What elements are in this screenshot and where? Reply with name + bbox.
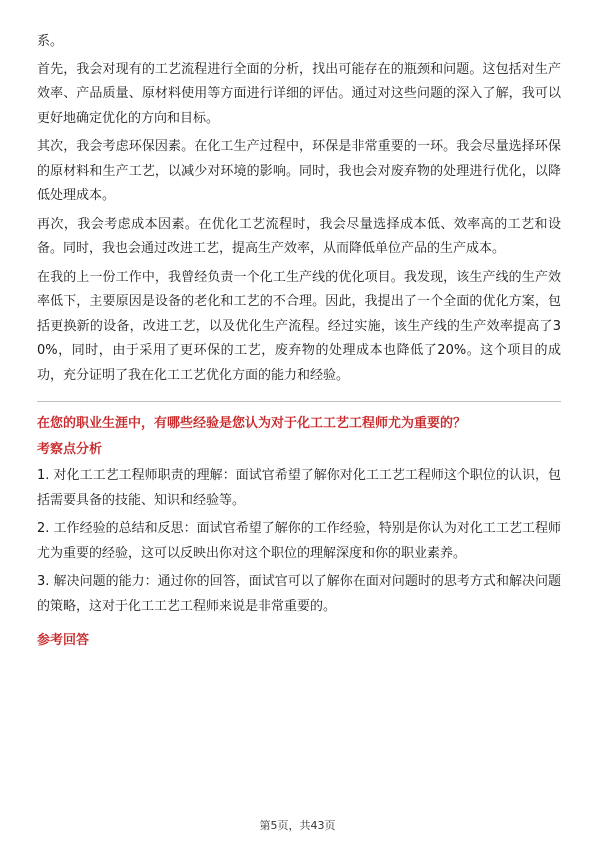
analysis-heading: 考察点分析 (37, 442, 103, 457)
body-paragraph: 首先，我会对现有的工艺流程进行全面的分析，找出可能存在的瓶颈和问题。这包括对生产效率、产品质量、原材料使用等方面进行详细的评估。通过对这些问题的深入了解，我可以更好地确定优化的方向和目标。 (37, 61, 561, 126)
answer-heading: 参考回答 (37, 633, 90, 648)
body-paragraph: 其次，我会考虑环保因素。在化工生产过程中，环保是非常重要的一环。我会尽量选择环保的原材料和生产工艺，以减少对环境的影响。同时，我也会对废弃物的处理进行优化，以降低处理成本。 (37, 139, 561, 203)
analysis-point: 1. 对化工工艺工程师职责的理解：面试官希望了解你对化工工艺工程师这个职位的认识，包括需要具备的技能、知识和经验等。 (37, 468, 561, 508)
section-divider (37, 401, 561, 402)
body-paragraph: 在我的上一份工作中，我曾经负责一个化工生产线的优化项目。我发现，该生产线的生产效率低下，主要原因是设备的老化和工艺的不合理。因此，我提出了一个全面的优化方案，包括更换新的设备，改进工艺，以及优化生产流程。经过实施，该生产线的生产效率提高了30%，同时，由于采用了更环保的工艺，废弃物的处理成本也降低了20%。这个项目的成功，充分证明了我在化工工艺优化方面的能力和经验。 (37, 269, 561, 383)
page-content (37, 30, 561, 655)
page-number: 第5页，共43页 (259, 819, 336, 832)
body-paragraph: 再次，我会考虑成本因素。在优化工艺流程时，我会尽量选择成本低、效率高的工艺和设备。同时，我也会通过改进工艺，提高生产效率，从而降低单位产品的生产成本。 (37, 216, 561, 256)
analysis-point: 3. 解决问题的能力：通过你的回答，面试官可以了解你在面对问题时的思考方式和解决问题的策略，这对于化工工艺工程师来说是非常重要的。 (37, 574, 561, 614)
question-title: 在您的职业生涯中，有哪些经验是您认为对于化工工艺工程师尤为重要的？ (37, 416, 467, 431)
body-paragraph: 系。 (37, 34, 64, 49)
analysis-point: 2. 工作经验的总结和反思：面试官希望了解你的工作经验，特别是你认为对化工工艺工程师尤为重要的经验，这可以反映出你对这个职位的理解深度和你的职业素养。 (37, 521, 561, 561)
